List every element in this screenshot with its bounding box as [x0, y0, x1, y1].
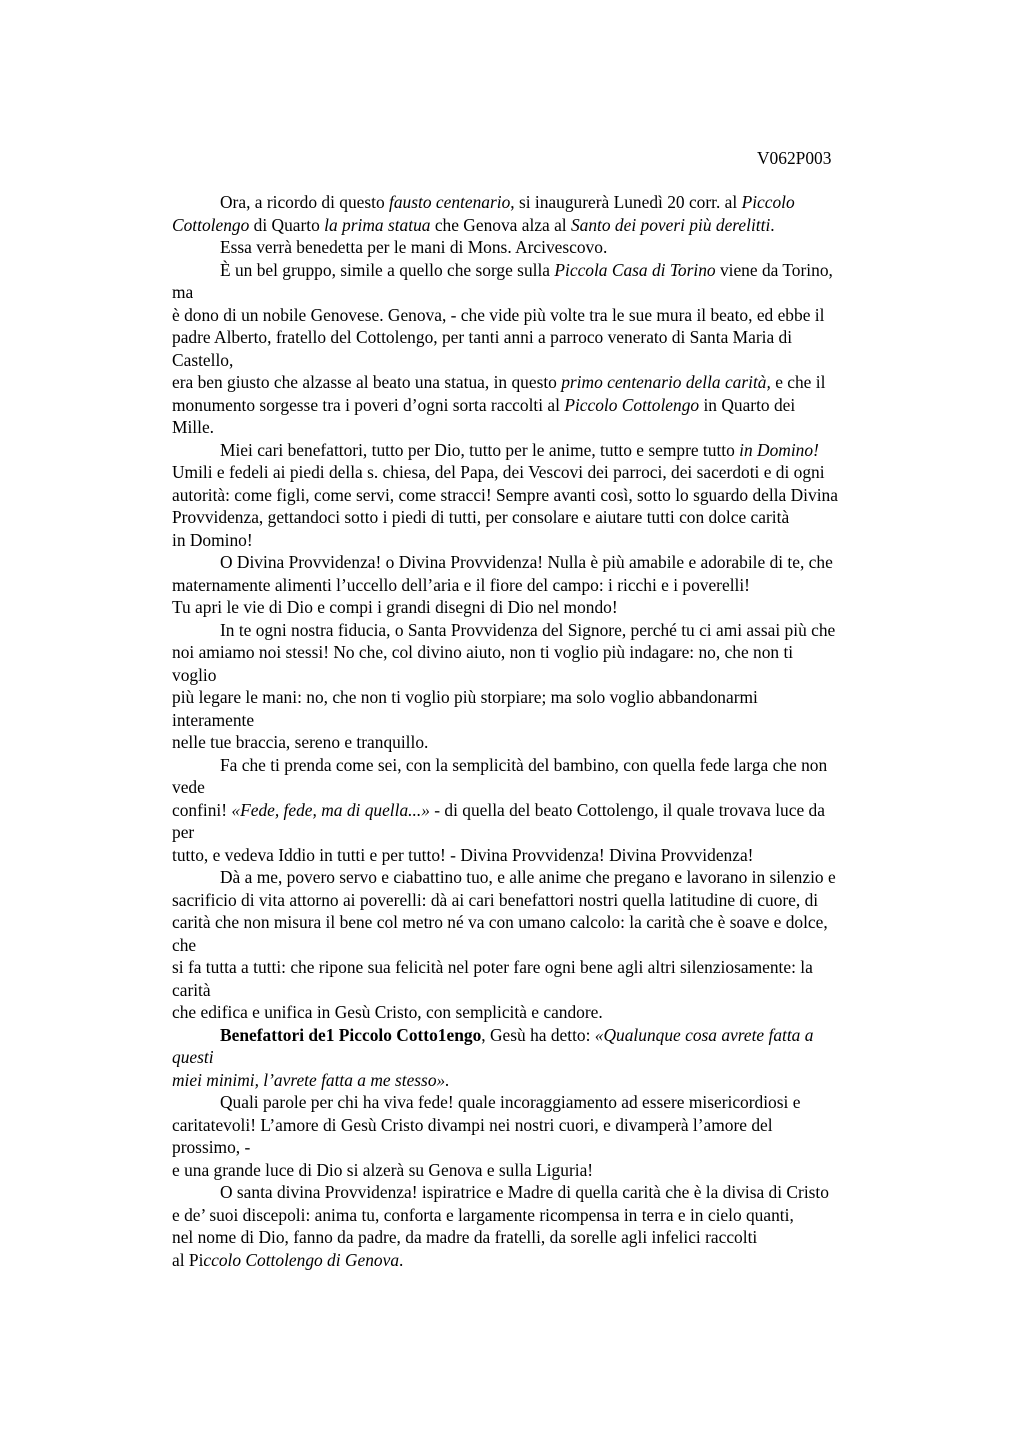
text-line: [172, 214, 932, 237]
text-span: in Domino!: [172, 529, 253, 550]
text-span: e che il: [770, 372, 826, 392]
text-span: viene da Torino,: [715, 259, 833, 280]
text-line: [172, 596, 932, 619]
italic-text: Cottolengo: [172, 214, 250, 235]
text-line: [172, 1136, 932, 1159]
text-span: O santa divina Provvidenza! ispiratrice e Madre di quella carità che è la divisa di Cristo: [220, 1182, 829, 1202]
text-span: , Gesù ha detto:: [481, 1024, 595, 1045]
text-line: [172, 686, 932, 709]
text-line: [172, 1069, 932, 1092]
text-line: [172, 191, 932, 214]
text-line: [172, 1091, 932, 1114]
text-span: e una grande luce di Dio si alzerà su Genova e sulla Liguria!: [172, 1159, 594, 1180]
text-line: [172, 821, 932, 844]
italic-text: Piccolo Cottolengo: [564, 394, 700, 415]
text-line: [172, 619, 932, 642]
text-span: è dono di un nobile Genovese. Genova, - che vide più volte tra le sue mura il beato, ed ebbe il: [172, 304, 825, 325]
italic-text: Piccola Casa di Torino: [554, 259, 716, 280]
text-span: carità: [172, 979, 211, 1000]
text-span: Quali parole per chi ha viva fede! quale incoraggiamento ad essere misericordiosi e: [220, 1092, 801, 1112]
text-line: [172, 529, 932, 552]
text-span: e de’ suoi discepoli: anima tu, conforta e largamente ricompensa in terra e in cielo quanti,: [172, 1204, 794, 1225]
text-line: [172, 799, 932, 822]
text-span: Umili e fedeli ai piedi della s. chiesa, del Papa, dei Vescovi dei parroci, dei sacerdoti e di ogni: [172, 462, 825, 482]
text-span: che Genova alza al: [430, 214, 571, 235]
text-line: [172, 1024, 932, 1047]
text-span: sacrificio di vita attorno ai poverelli: dà ai cari benefattori nostri quella latitudine di cuore, di: [172, 889, 819, 910]
text-span: autorità: come figli, come servi, come stracci! Sempre avanti così, sotto lo sguardo della Divina: [172, 484, 838, 505]
text-span: Tu apri le vie di Dio e compi i grandi disegni di Dio nel mondo!: [172, 597, 618, 617]
text-span: Dà a me, povero servo e ciabattino tuo, e alle anime che pregano e lavorano in silenzio e: [220, 867, 836, 887]
text-span: noi amiamo noi stessi! No che, col divino aiuto, non ti voglio più indagare: no, che non ti: [172, 642, 794, 662]
text-span: .: [399, 1249, 404, 1270]
text-line: [172, 664, 932, 687]
text-span: vede: [172, 777, 205, 797]
text-line: [172, 304, 932, 327]
text-span: carità che non misura il bene col metro né va con umano calcolo: la carità che è soave e dolce,: [172, 912, 828, 932]
text-line: [172, 709, 932, 732]
text-span: confini!: [172, 799, 232, 820]
text-line: [172, 259, 932, 282]
text-line: [172, 1181, 932, 1204]
text-span: che: [172, 934, 197, 955]
text-line: [172, 484, 932, 507]
text-line: [172, 506, 932, 529]
italic-text: questi: [172, 1047, 214, 1067]
text-line: [172, 551, 932, 574]
text-line: [172, 934, 932, 957]
italic-text: fausto centenario: [389, 192, 511, 212]
text-line: [172, 281, 932, 304]
text-span: .: [770, 214, 775, 235]
text-span: padre Alberto, fratello del Cottolengo, per tanti anni a parroco venerato di Santa Maria di: [172, 327, 793, 347]
text-span: Mille.: [172, 417, 215, 437]
text-span: in Quarto dei: [699, 394, 796, 415]
text-span: che edifica e unifica in Gesù Cristo, con semplicità e candore.: [172, 1002, 603, 1022]
text-span: tutto, e vedeva Iddio in tutti e per tutto! - Divina Provvidenza! Divina Provvidenza!: [172, 844, 754, 865]
text-span: di Quarto: [249, 214, 325, 235]
text-line: [172, 754, 932, 777]
text-line: [172, 776, 932, 799]
text-span: , si inaugurerà Lunedì 20 corr. al: [510, 192, 742, 212]
bold-text: Benefattori de1 Piccolo Cotto1engo: [220, 1024, 482, 1045]
text-span: nel nome di Dio, fanno da padre, da madre da fratelli, da sorelle agli infelici raccolti: [172, 1227, 758, 1247]
text-line: [172, 956, 932, 979]
text-span: Ora, a ricordo di questo: [220, 192, 390, 212]
text-line: [172, 641, 932, 664]
text-span: È un bel gruppo, simile a quello che sorge sulla: [220, 259, 555, 280]
text-line: [172, 731, 932, 754]
text-line: [172, 1001, 932, 1024]
italic-text: «Fede, fede, ma di quella...»: [231, 799, 430, 820]
text-span: - di quella del beato Cottolengo, il quale trovava luce da: [429, 799, 825, 820]
text-line: [172, 844, 932, 867]
text-span: nelle tue braccia, sereno e tranquillo.: [172, 732, 429, 752]
text-line: [172, 866, 932, 889]
text-line: [172, 461, 932, 484]
text-span: Provvidenza, gettandoci sotto i piedi di tutti, per consolare e aiutare tutti con dolce carità: [172, 507, 790, 527]
text-line: [172, 1204, 932, 1227]
text-line: [172, 1249, 932, 1272]
italic-text: «Qualunque cosa avrete fatta a: [594, 1024, 814, 1045]
text-span: caritatevoli! L’amore di Gesù Cristo divampi nei nostri cuori, e divamperà l’amore del: [172, 1114, 773, 1135]
italic-text: Santo dei poveri più derelitti: [570, 214, 771, 235]
text-span: maternamente alimenti l’uccello dell’aria e il fiore del campo: i ricchi e i poverelli!: [172, 574, 750, 595]
text-line: [172, 371, 932, 394]
italic-text: miei minimi, l’avrete fatta a me stesso».: [172, 1069, 450, 1090]
italic-text: in Domino!: [739, 439, 819, 460]
text-line: [172, 326, 932, 349]
text-span: interamente: [172, 709, 255, 730]
text-line: [172, 911, 932, 934]
text-span: Essa verrà benedetta per le mani di Mons. Arcivescovo.: [220, 237, 608, 257]
text-span: Miei cari benefattori, tutto per Dio, tutto per le anime, tutto e sempre tutto: [220, 439, 740, 460]
text-line: [172, 1114, 932, 1137]
text-span: O Divina Provvidenza! o Divina Provvidenza! Nulla è più amabile e adorabile di te, che: [220, 552, 833, 572]
italic-text: ccolo Cottolengo di Genova: [203, 1249, 400, 1270]
text-span: più legare le mani: no, che non ti voglio più storpiare; ma solo voglio abbandonarmi: [172, 687, 758, 707]
text-line: [172, 394, 932, 417]
text-span: monumento sorgesse tra i poveri d’ogni sorta raccolti al: [172, 394, 565, 415]
text-span: era ben giusto che alzasse al beato una statua, in questo: [172, 372, 562, 392]
text-span: prossimo, -: [172, 1137, 251, 1157]
text-span: Castello,: [172, 349, 234, 370]
text-line: [172, 1046, 932, 1069]
document-body: [172, 191, 932, 1271]
text-span: al Pi: [172, 1249, 204, 1270]
text-line: [172, 1159, 932, 1182]
text-span: si fa tutta a tutti: che ripone sua felicità nel poter fare ogni bene agli altri silenziosamente: la: [172, 957, 813, 977]
text-span: per: [172, 822, 195, 842]
italic-text: primo centenario della carità,: [561, 372, 771, 392]
text-line: [172, 574, 932, 597]
text-line: [172, 439, 932, 462]
italic-text: Piccolo: [741, 192, 795, 212]
text-span: In te ogni nostra fiducia, o Santa Provvidenza del Signore, perché tu ci ami assai più che: [220, 619, 836, 640]
text-span: ma: [172, 282, 194, 302]
text-line: [172, 416, 932, 439]
text-line: [172, 1226, 932, 1249]
text-line: [172, 979, 932, 1002]
text-line: [172, 236, 932, 259]
text-span: voglio: [172, 664, 217, 685]
italic-text: la prima statua: [324, 214, 431, 235]
document-code: V062P003: [757, 148, 832, 168]
text-line: [172, 889, 932, 912]
text-span: Fa che ti prenda come sei, con la semplicità del bambino, con quella fede larga che non: [220, 754, 828, 775]
text-line: [172, 349, 932, 372]
